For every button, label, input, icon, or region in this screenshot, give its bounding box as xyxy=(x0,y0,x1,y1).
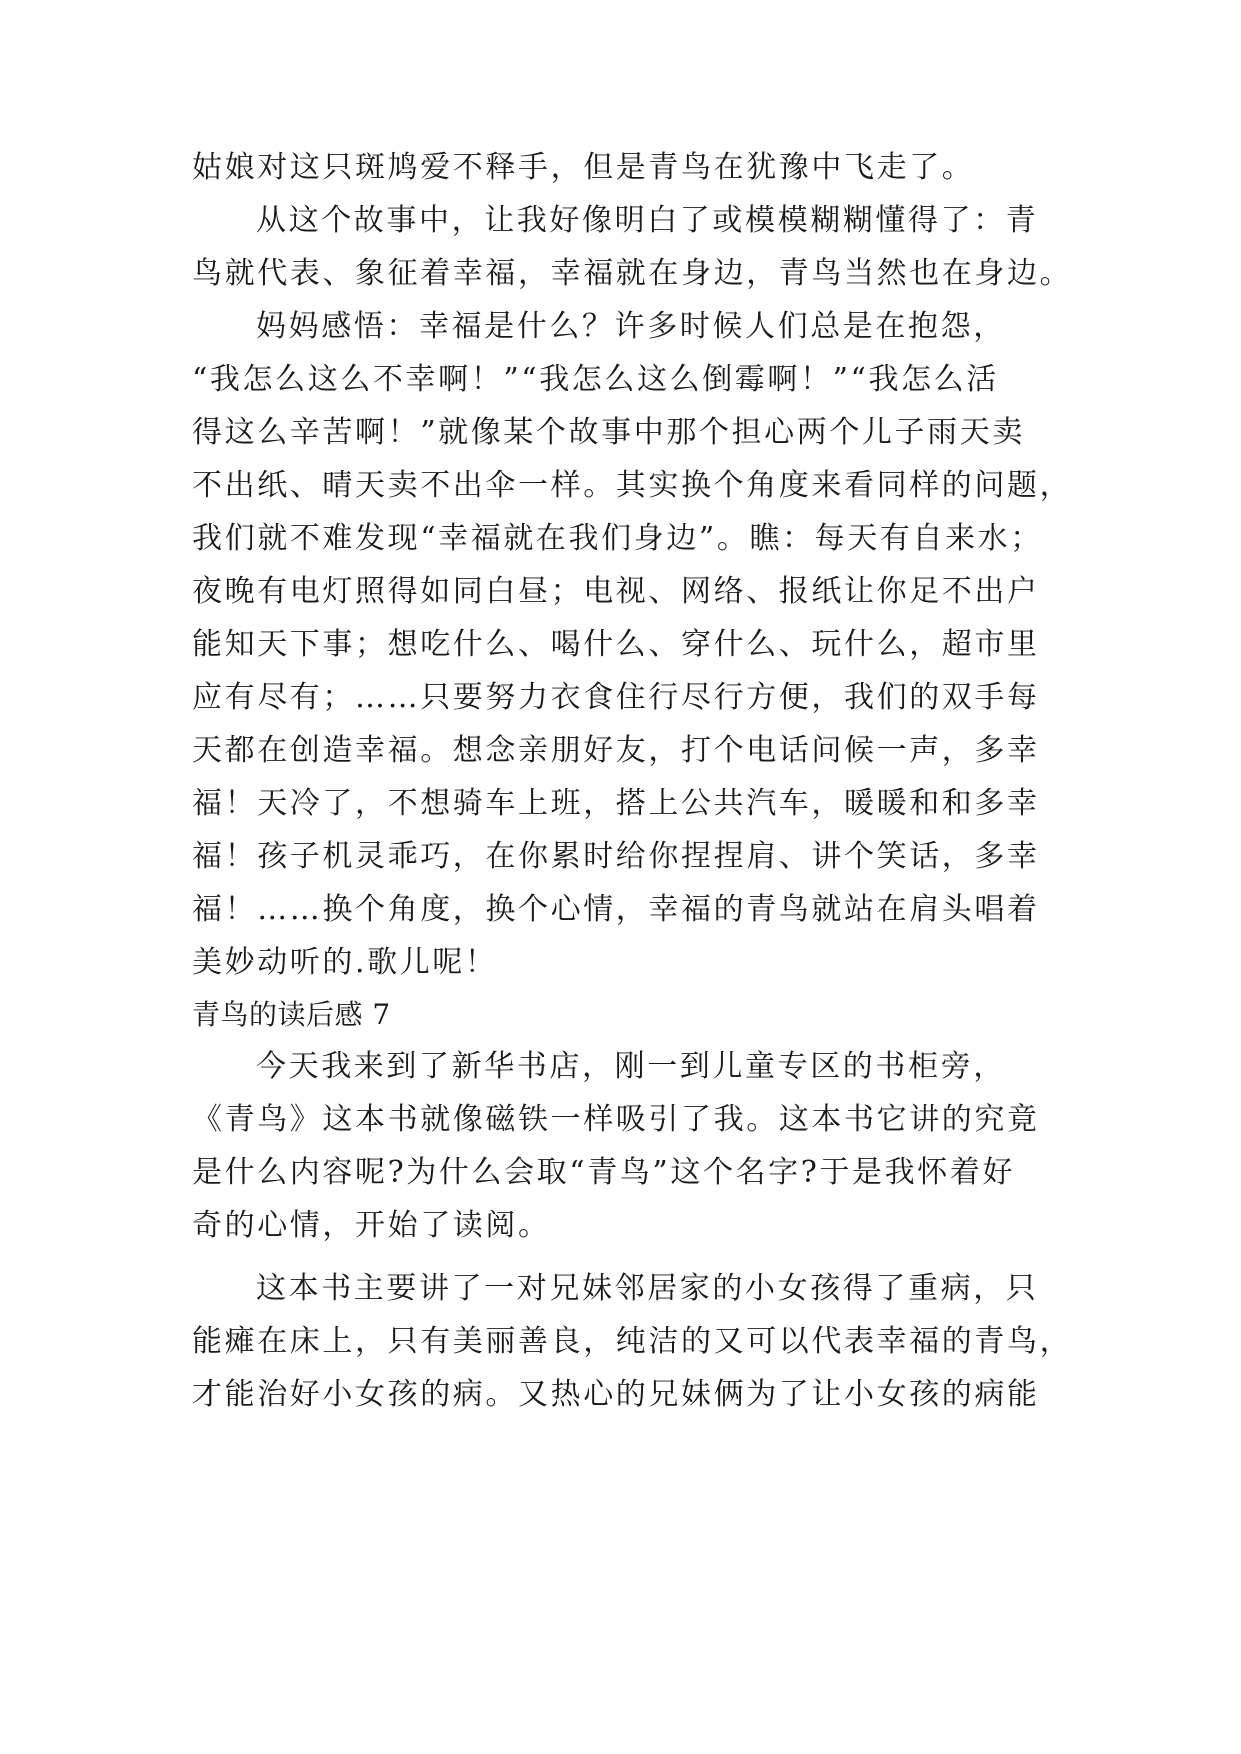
text-line: 今天我来到了新华书店，刚一到儿童专区的书柜旁， xyxy=(256,1049,1006,1084)
text-line: 福！……换个角度，换个心情，幸福的青鸟就站在肩头唱着 xyxy=(192,892,1040,927)
text-line: 夜晚有电灯照得如同白昼；电视、网络、报纸让你足不出户 xyxy=(192,574,1040,609)
text-line: 从这个故事中，让我好像明白了或模模糊糊懂得了：青 xyxy=(256,203,1039,238)
text-line: 应有尽有；……只要努力衣食住行尽行方便，我们的双手每 xyxy=(192,680,1040,715)
text-line: 能知天下事；想吃什么、喝什么、穿什么、玩什么，超市里 xyxy=(192,627,1040,662)
text-line: 福！天冷了，不想骑车上班，搭上公共汽车，暖暖和和多幸 xyxy=(192,786,1040,821)
text-line: 不出纸、晴天卖不出伞一样。其实换个角度来看同样的问题， xyxy=(192,468,1073,503)
text-line: 能瘫在床上，只有美丽善良，纯洁的又可以代表幸福的青鸟， xyxy=(192,1324,1073,1359)
text-line: 《青鸟》这本书就像磁铁一样吸引了我。这本书它讲的究竟 xyxy=(192,1102,1040,1137)
text-line: 美妙动听的.歌儿呢！ xyxy=(192,945,498,980)
text-line: 才能治好小女孩的病。又热心的兄妹俩为了让小女孩的病能 xyxy=(192,1377,1040,1412)
text-line: 天都在创造幸福。想念亲朋好友，打个电话问候一声，多幸 xyxy=(192,733,1040,768)
text-line: 鸟就代表、象征着幸福，幸福就在身边，青鸟当然也在身边。 xyxy=(192,256,1073,291)
text-line: “我怎么这么不幸啊！”“我怎么这么倒霉啊！”“我怎么活 xyxy=(192,362,999,397)
text-line: 得这么辛苦啊！”就像某个故事中那个担心两个儿子雨天卖 xyxy=(192,415,1025,450)
text-line: 这本书主要讲了一对兄妹邻居家的小女孩得了重病，只 xyxy=(256,1271,1039,1306)
text-line: 是什么内容呢?为什么会取“青鸟”这个名字?于是我怀着好 xyxy=(192,1155,1016,1190)
text-line: 我们就不难发现“幸福就在我们身边”。瞧：每天有自来水； xyxy=(192,521,1043,556)
text-line: 奇的心情，开始了读阅。 xyxy=(192,1208,551,1243)
text-line: 姑娘对这只斑鸠爱不释手，但是青鸟在犹豫中飞走了。 xyxy=(192,150,975,185)
text-line: 福！孩子机灵乖巧，在你累时给你捏捏肩、讲个笑话，多幸 xyxy=(192,839,1040,874)
text-line: 妈妈感悟：幸福是什么？许多时候人们总是在抱怨， xyxy=(256,309,1006,344)
section-heading: 青鸟的读后感 7 xyxy=(192,998,391,1031)
